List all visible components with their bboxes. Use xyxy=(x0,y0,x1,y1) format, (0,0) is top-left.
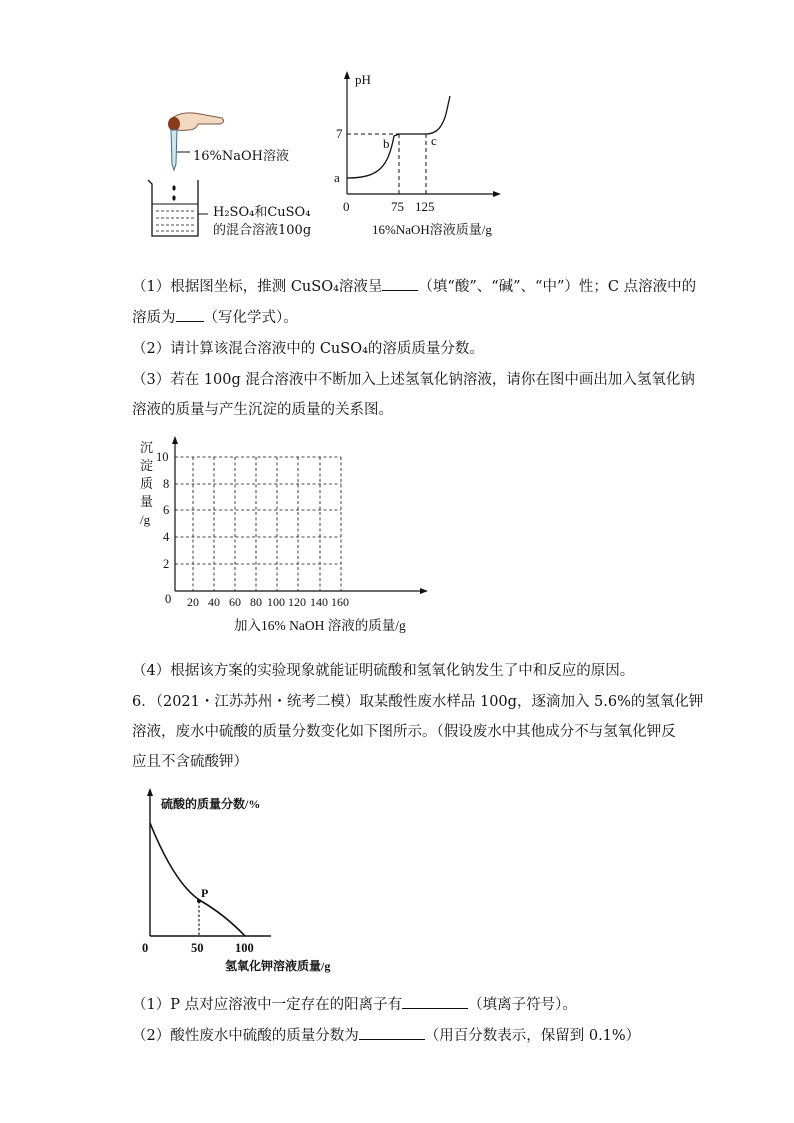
grid-lines xyxy=(175,457,341,591)
svg-text:2: 2 xyxy=(163,557,170,571)
q1-part3-line2: 溶液的质量与产生沉淀的质量的关系图。 xyxy=(132,402,393,418)
svg-text:量: 量 xyxy=(140,494,154,509)
svg-text:120: 120 xyxy=(288,595,306,609)
q6-line2: 溶液，废水中硫酸的质量分数变化如下图所示。（假设废水中其他成分不与氢氧化钾反 xyxy=(132,724,676,740)
svg-text:4: 4 xyxy=(163,530,170,544)
ph-y-tick-a: a xyxy=(334,170,340,185)
q1-part3-line1: （3）若在 100g 混合溶液中不断加入上述氢氧化钠溶液，请你在图中画出加入氢氧化钠 xyxy=(132,372,695,388)
svg-text:60: 60 xyxy=(229,595,241,609)
svg-text:20: 20 xyxy=(187,595,199,609)
svg-text:40: 40 xyxy=(208,595,220,609)
acid-x-tick-100: 100 xyxy=(235,941,254,955)
q1-part4: （4）根据该方案的实验现象就能证明硫酸和氢氧化钠发生了中和反应的原因。 xyxy=(132,663,635,679)
q1-part1-line1: （1）根据图坐标，推测 CuSO₄溶液呈 （填“酸”、“碱”、“中”）性；C 点溶液中的 xyxy=(132,276,696,297)
svg-text:6: 6 xyxy=(163,503,170,517)
ph-chart xyxy=(330,68,510,243)
grid-origin: 0 xyxy=(165,592,172,606)
grid-x-label: 加入16% NaOH 溶液的质量/g xyxy=(234,618,406,633)
q6-blank-1[interactable] xyxy=(402,994,468,1009)
precipitate-grid-chart[interactable] xyxy=(130,430,450,640)
q6-sub2: （2）酸性废水中硫酸的质量分数为 （用百分数表示，保留到 0.1%） xyxy=(132,1025,640,1046)
dropper-label: 16%NaOH溶液 xyxy=(193,149,290,164)
dropper-tube-icon xyxy=(171,130,177,170)
q1-blank-2[interactable] xyxy=(176,307,204,322)
acid-point-p: P xyxy=(201,886,209,900)
ph-y-tick-7: 7 xyxy=(336,126,343,141)
grid-x-ticks xyxy=(187,595,349,609)
grid-y-label xyxy=(140,440,153,527)
grid-y-ticks xyxy=(156,450,170,571)
ph-x-label: 16%NaOH溶液质量/g xyxy=(372,222,492,237)
svg-text:淀: 淀 xyxy=(140,458,154,473)
acid-y-label: 硫酸的质量分数/% xyxy=(161,797,261,811)
ph-x-tick-75: 75 xyxy=(391,199,404,214)
q6-line3: 应且不含硫酸钾） xyxy=(132,754,248,770)
svg-text:沉: 沉 xyxy=(140,440,154,455)
svg-text:140: 140 xyxy=(310,595,328,609)
acid-curve xyxy=(150,823,245,936)
q6-sub1: （1）P 点对应溶液中一定存在的阳离子有 （填离子符号）。 xyxy=(132,994,577,1015)
q6-line1: 6．（2021・江苏苏州・统考二模）取某酸性废水样品 100g，逐滴加入 5.6%的氢氧化钾 xyxy=(132,694,704,710)
ph-point-b: b xyxy=(383,136,390,151)
svg-text:100: 100 xyxy=(267,595,285,609)
acid-origin: 0 xyxy=(142,941,149,955)
ph-x-tick-0: 0 xyxy=(343,199,350,214)
svg-text:10: 10 xyxy=(156,450,169,464)
svg-text:80: 80 xyxy=(250,595,262,609)
dropper-bulb-icon xyxy=(168,117,180,131)
acid-fraction-chart xyxy=(135,785,345,975)
q6-blank-2[interactable] xyxy=(359,1025,425,1040)
svg-text:质: 质 xyxy=(140,476,154,491)
svg-text:/g: /g xyxy=(140,512,151,527)
q1-blank-1[interactable] xyxy=(382,276,418,291)
ph-x-tick-125: 125 xyxy=(415,199,435,214)
ph-point-c: c xyxy=(431,133,437,148)
beaker-label-line2: 的混合溶液100g xyxy=(213,223,312,238)
q1-part2: （2）请计算该混合溶液中的 CuSO₄的溶质质量分数。 xyxy=(132,341,484,357)
svg-text:160: 160 xyxy=(331,595,349,609)
svg-text:8: 8 xyxy=(163,477,170,491)
acid-x-tick-50: 50 xyxy=(191,941,204,955)
ph-y-label: pH xyxy=(355,72,371,87)
q1-part1-line2: 溶质为 （写化学式）。 xyxy=(132,307,298,328)
beaker-label-line1: H₂SO₄和CuSO₄ xyxy=(213,205,311,220)
acid-x-label: 氢氧化钾溶液质量/g xyxy=(225,959,331,973)
